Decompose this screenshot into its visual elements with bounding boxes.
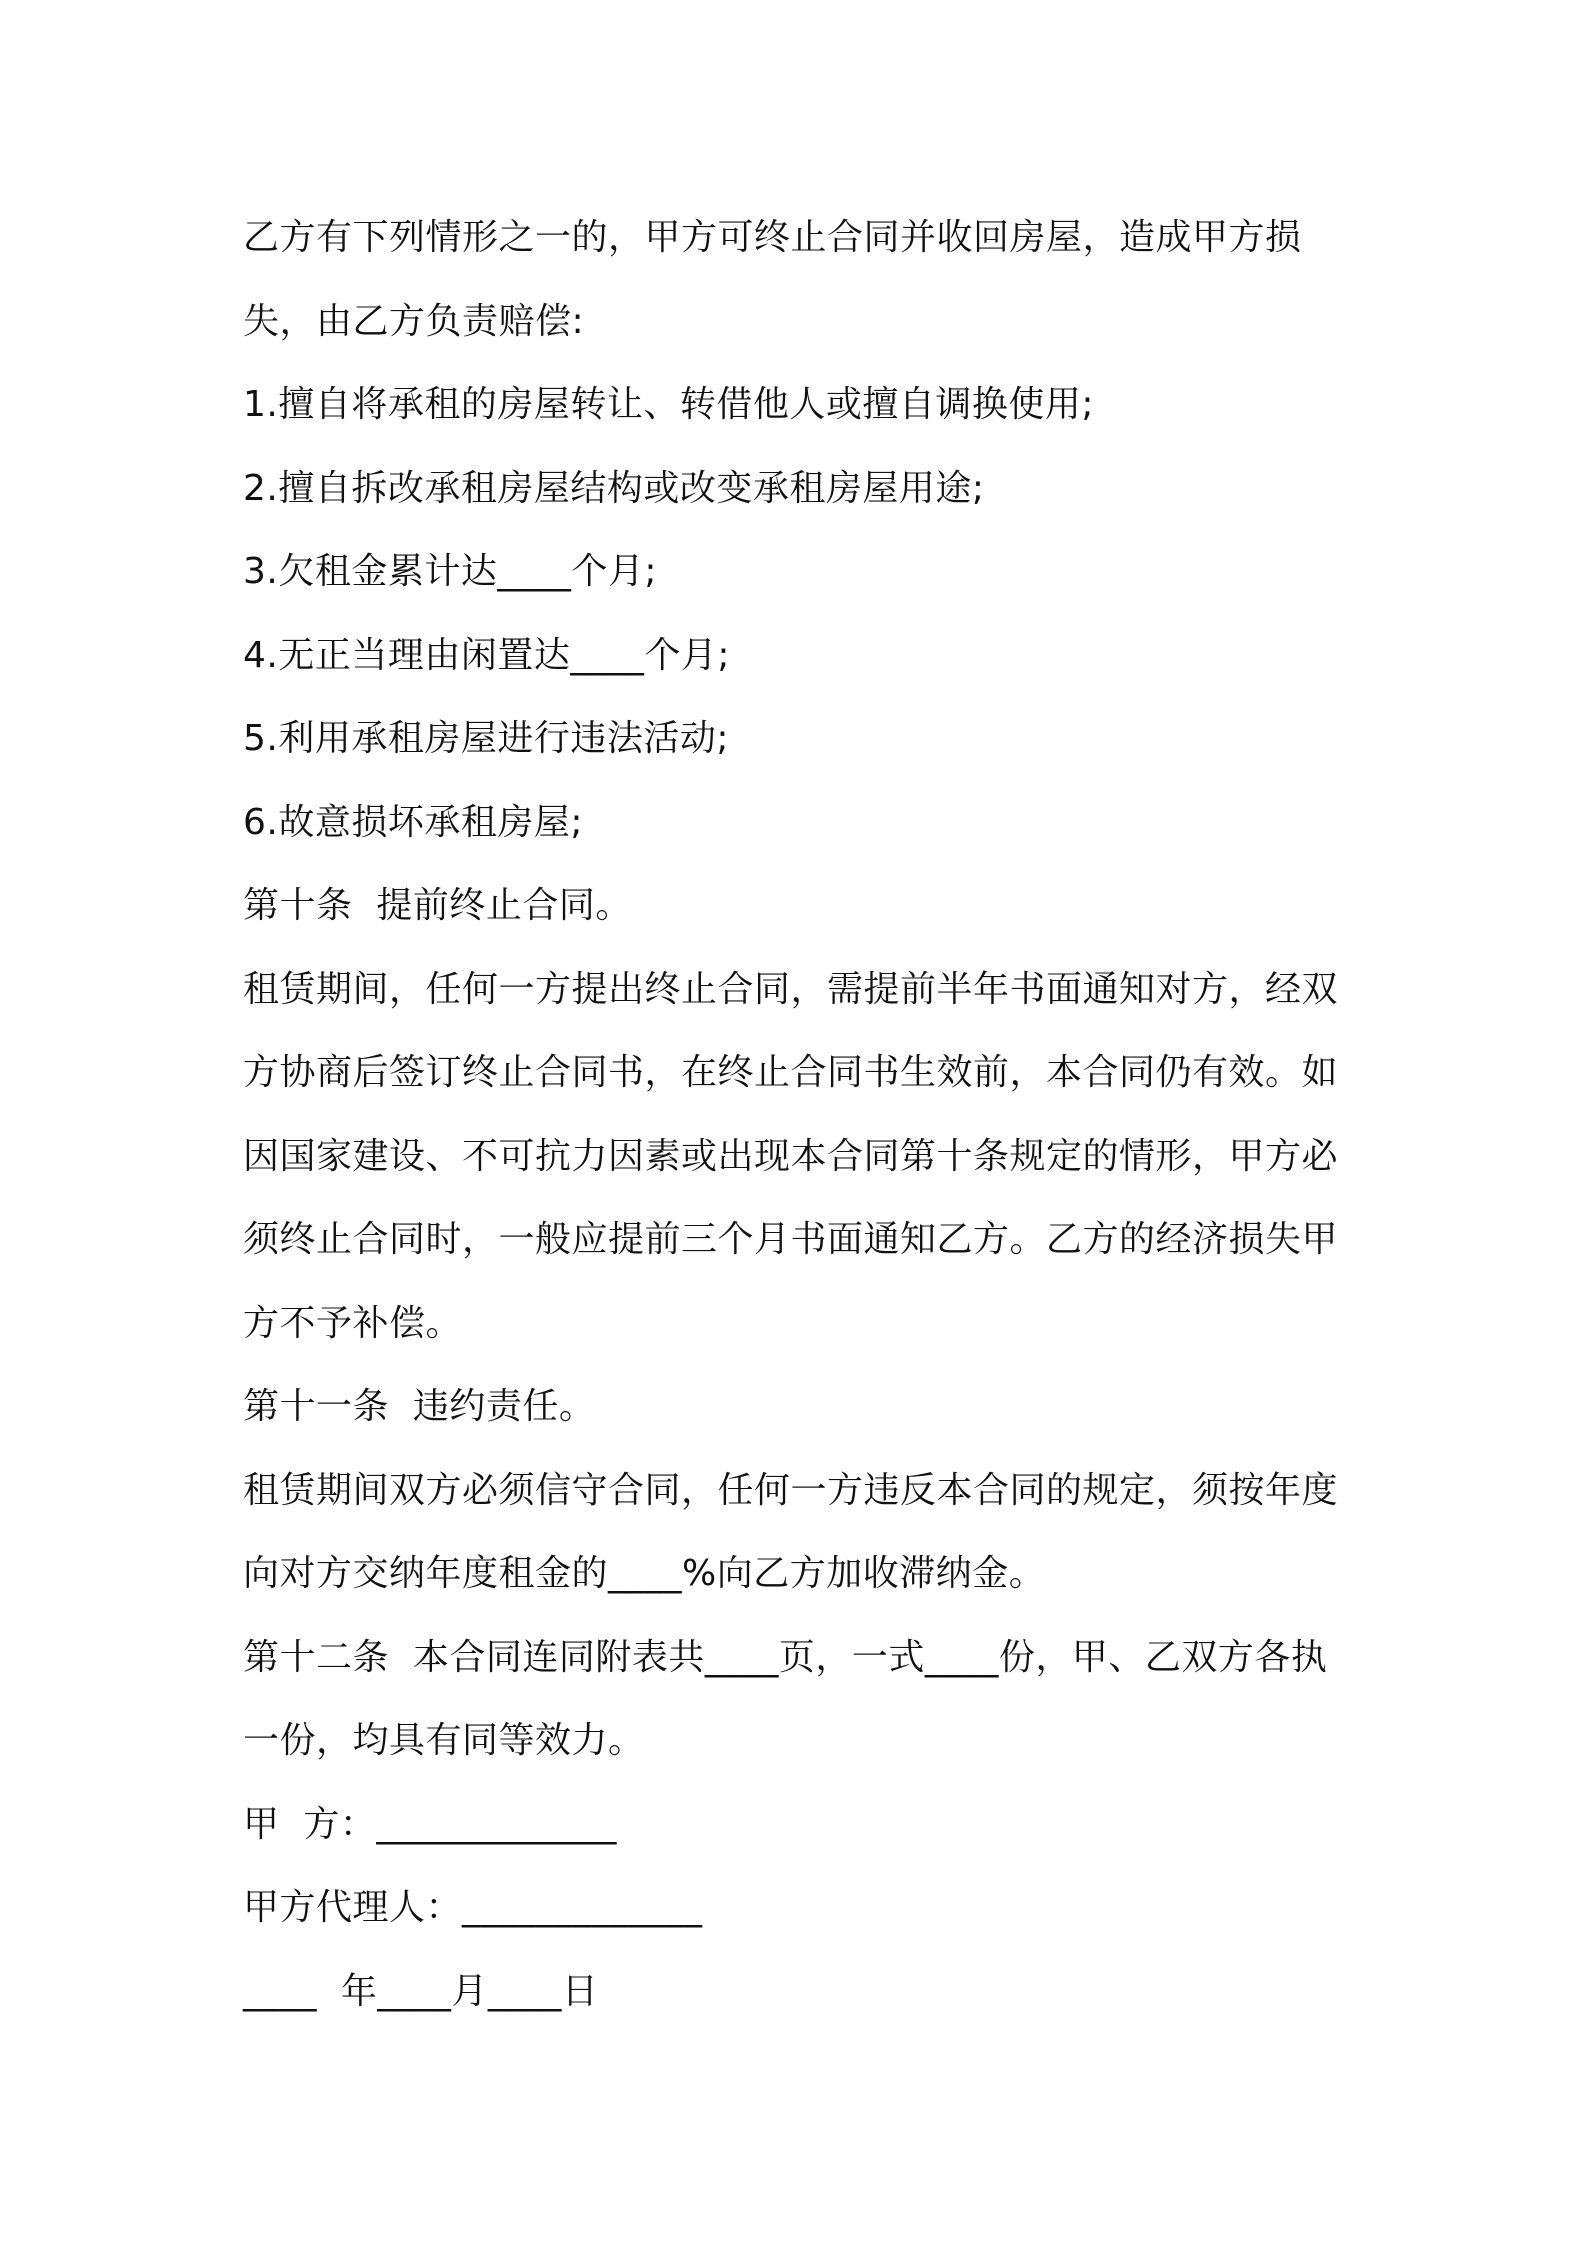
- list-item-1: 1.擅自将承租的房屋转让、转借他人或擅自调换使用;: [243, 384, 1094, 425]
- party-a-agent-signature-line: 甲方代理人：_____________: [243, 1887, 703, 1928]
- clause-termination-conditions: 乙方有下列情形之一的，甲方可终止合同并收回房屋，造成甲方损失，由乙方负责赔偿:: [243, 217, 1302, 342]
- list-item-6: 6.故意损坏承租房屋;: [243, 801, 583, 843]
- article-10-body: 租赁期间，任何一方提出终止合同，需提前半年书面通知对方，经双方协商后签订终止合同书，在终止合同书生效前，本合同仍有效。如因国家建设、不可抗力因素或出现本合同第十条规定的情形，甲方必须终止合同时，一般应提前三个月书面通知乙方。乙方的经济损失甲方不予补偿。: [243, 968, 1339, 1344]
- article-11-body: 租赁期间双方必须信守合同，任何一方违反本合同的规定，须按年度向对方交纳年度租金的____%向乙方加收滞纳金。: [243, 1469, 1339, 1594]
- list-item-5: 5.利用承租房屋进行违法活动;: [243, 718, 729, 759]
- article-11-heading: 第十一条 违约责任。: [243, 1386, 596, 1427]
- list-item-4: 4.无正当理由闲置达____个月;: [243, 634, 730, 676]
- list-item-2: 2.擅自拆改承租房屋结构或改变承租房屋用途;: [243, 467, 985, 509]
- article-10-heading: 第十条 提前终止合同。: [243, 885, 632, 926]
- list-item-3: 3.欠租金累计达____个月;: [243, 551, 657, 592]
- article-12: 第十二条 本合同连同附表共____页，一式____份，甲、乙双方各执一份，均具有同等效力。: [243, 1636, 1328, 1761]
- document-body: [243, 196, 1358, 2033]
- date-line: ____ 年____月____日: [243, 1970, 599, 2012]
- party-a-signature-line: 甲 方：_____________: [243, 1803, 617, 1845]
